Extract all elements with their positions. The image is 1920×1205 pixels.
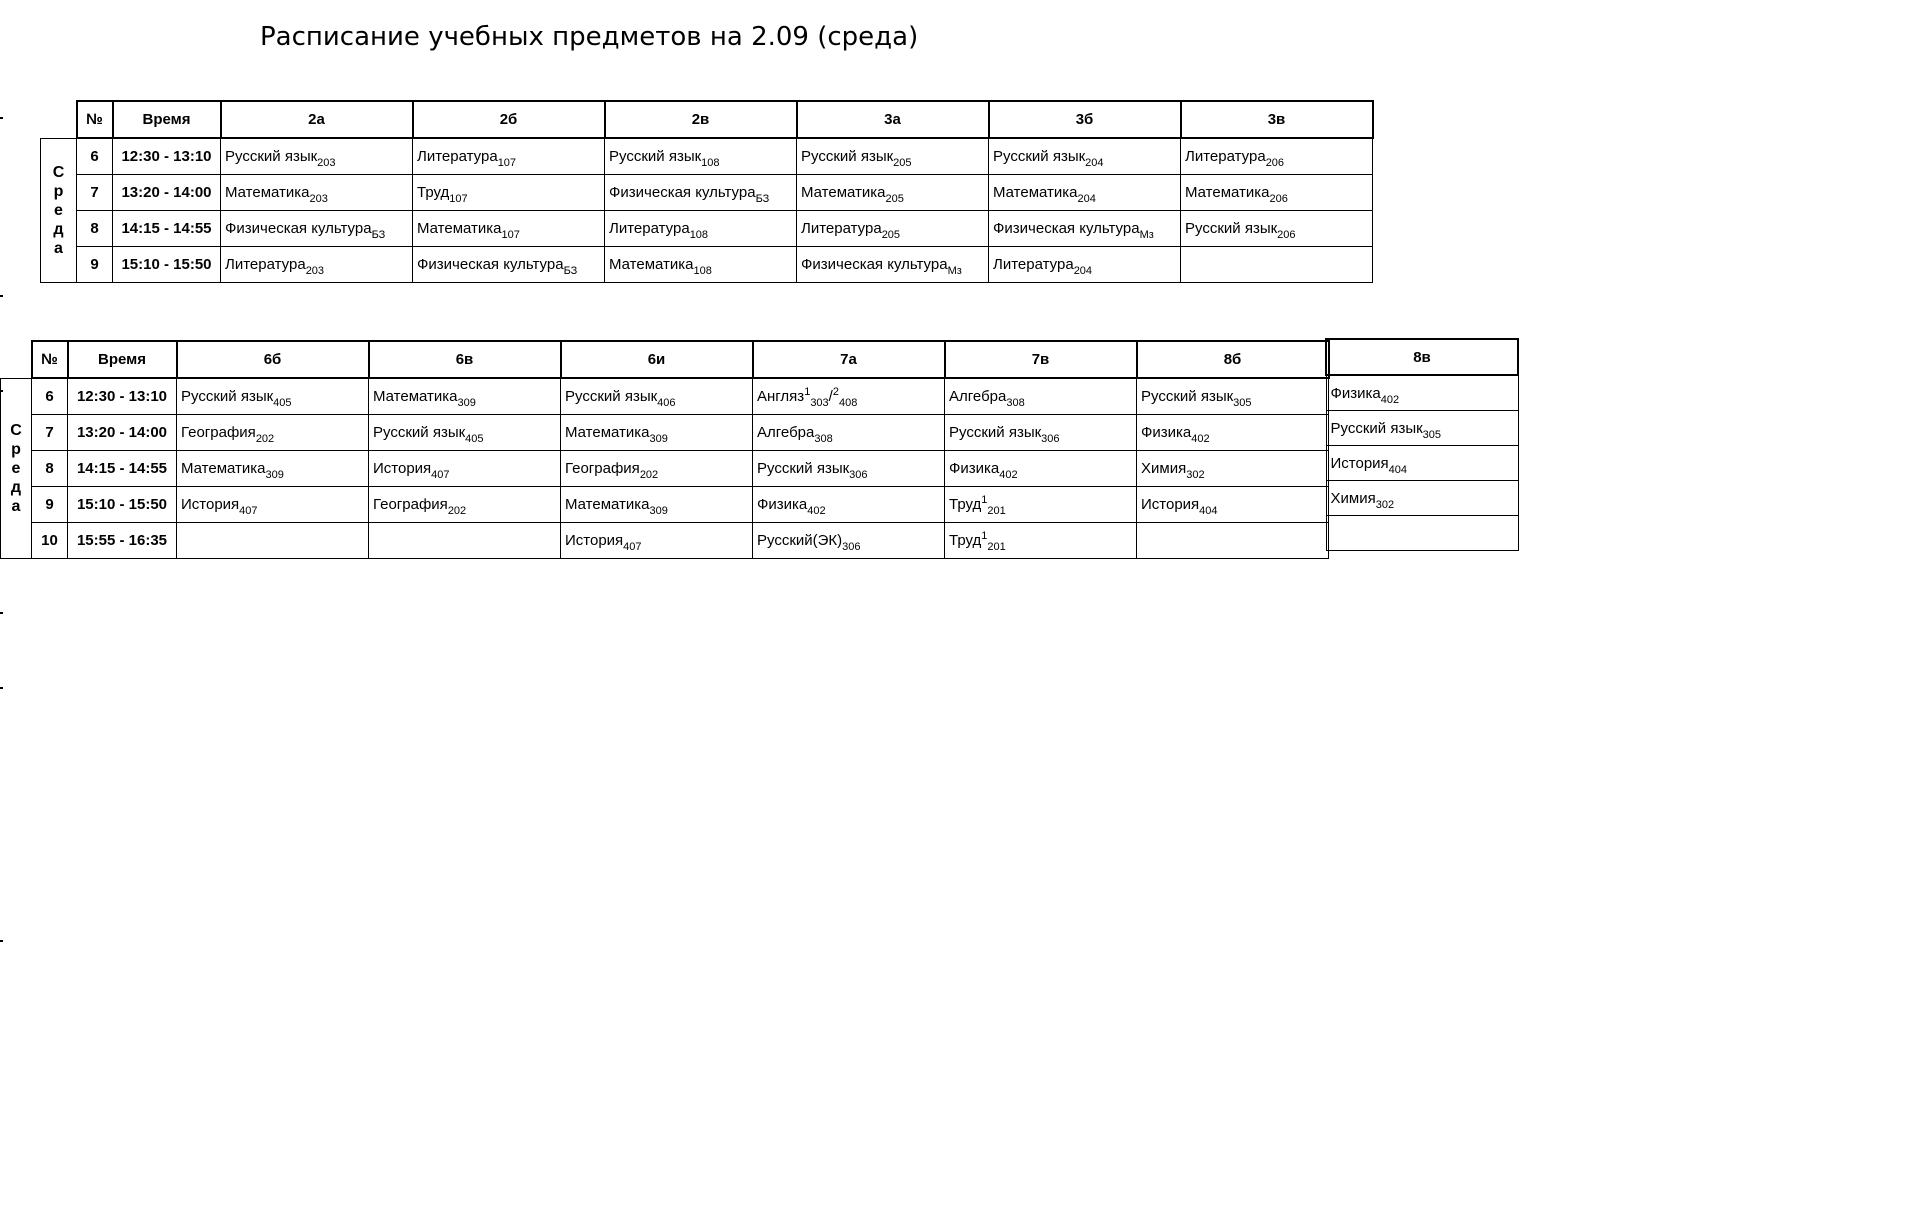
table-row: [1326, 411, 1518, 446]
lesson-cell: [221, 138, 413, 175]
schedule-table-8v: [1325, 338, 1519, 551]
table-row: [1326, 516, 1518, 551]
lesson-cell: [369, 415, 561, 451]
column-header: 8б: [1137, 341, 1329, 378]
subject-name: Алгебра: [757, 424, 815, 441]
lesson-cell: [369, 523, 561, 559]
subject-name: Русский язык: [373, 424, 466, 441]
lesson-cell: [753, 378, 945, 415]
lesson-cell: [1326, 446, 1518, 481]
room-number: 305: [1233, 397, 1252, 409]
subject-name: История: [565, 532, 624, 549]
room-number: 306: [842, 541, 861, 553]
room-number: 203: [317, 157, 336, 169]
subject-name: Русский язык: [1185, 220, 1278, 237]
room-number: Мз: [1139, 229, 1154, 241]
day-letter: е: [54, 201, 63, 219]
margin-mark: [0, 940, 3, 942]
lesson-cell: [413, 247, 605, 283]
lesson-number: 6: [77, 138, 113, 175]
subject-name: Литература: [225, 256, 306, 273]
room-number: 107: [497, 157, 517, 169]
subject-name: История: [1330, 454, 1389, 472]
lesson-cell: [1181, 211, 1373, 247]
day-letter: р: [53, 182, 64, 200]
subject-name: Физическая культура: [801, 256, 948, 273]
subject-name: Физическая культура: [609, 184, 756, 201]
column-header: Время: [113, 101, 221, 138]
group-number: 2: [832, 386, 839, 398]
subject-name: Физика: [757, 496, 808, 513]
subject-name: Математика: [225, 184, 310, 201]
room-number: 205: [885, 193, 904, 205]
lesson-cell: [989, 175, 1181, 211]
margin-mark: [0, 295, 3, 297]
table-row: [1, 487, 1329, 523]
lesson-cell: [605, 247, 797, 283]
lesson-cell: [369, 378, 561, 415]
subject-name: Англяз: [757, 388, 805, 405]
lesson-cell: [1137, 523, 1329, 559]
lesson-cell: [605, 211, 797, 247]
column-header: №: [32, 341, 68, 378]
room-number: 309: [265, 469, 284, 481]
lesson-cell: [1137, 415, 1329, 451]
lesson-cell: [1326, 481, 1518, 516]
room-number: 308: [814, 433, 833, 445]
lesson-cell: [605, 138, 797, 175]
room-number: 206: [1265, 157, 1285, 169]
lesson-cell: [797, 247, 989, 283]
subject-name: Физика: [1141, 424, 1192, 441]
column-header: 6в: [369, 341, 561, 378]
header-row: [1326, 339, 1518, 375]
subject-name: Русский язык: [801, 148, 894, 165]
room-number: 407: [239, 505, 258, 517]
lesson-cell: [1181, 138, 1373, 175]
schedule-table-grade-6-8: [0, 340, 1330, 559]
lesson-cell: [221, 247, 413, 283]
subject-name: Русский язык: [181, 388, 274, 405]
subject-name: История: [1141, 496, 1200, 513]
room-number: 407: [623, 541, 642, 553]
subject-name: Математика: [993, 184, 1078, 201]
room-number: 205: [881, 229, 901, 241]
day-letter: а: [11, 497, 21, 515]
lesson-cell: [561, 378, 753, 415]
table-row: [41, 211, 1373, 247]
room-number: БЗ: [371, 229, 386, 241]
room-number: 204: [1077, 193, 1096, 205]
subject-name: Русский язык: [225, 148, 318, 165]
room-number: 302: [1375, 498, 1395, 511]
room-number: 107: [449, 193, 468, 205]
subject-name: Математика: [565, 424, 650, 441]
table-row: [1326, 375, 1518, 411]
subject-name: Математика: [417, 220, 502, 237]
room-number: 407: [431, 469, 450, 481]
subject-name: Литература: [1185, 148, 1266, 165]
room-number: 202: [447, 505, 467, 517]
lesson-cell: [1326, 411, 1518, 446]
room-number: 203: [305, 265, 325, 277]
lesson-cell: [177, 487, 369, 523]
day-letter: С: [52, 163, 65, 181]
subject-name: История: [181, 496, 240, 513]
room-number: 402: [807, 505, 826, 517]
room-number: 302: [1186, 469, 1205, 481]
room-number: 206: [1269, 193, 1288, 205]
lesson-cell: [1326, 516, 1518, 551]
room-number: 206: [1277, 229, 1296, 241]
lesson-number: 9: [32, 487, 68, 523]
room-number: 201: [987, 541, 1006, 553]
room-number: 408: [838, 397, 858, 409]
room-number: 204: [1085, 157, 1104, 169]
column-header: №: [77, 101, 113, 138]
header-row: [41, 101, 1373, 138]
corner-cell: [41, 101, 77, 138]
column-header: 2в: [605, 101, 797, 138]
lesson-number: 10: [32, 523, 68, 559]
room-number: 404: [1199, 505, 1218, 517]
room-number: Мз: [947, 265, 962, 277]
room-number: 306: [849, 469, 868, 481]
lesson-cell: [221, 211, 413, 247]
lesson-cell: [1326, 375, 1518, 411]
room-number: 308: [1006, 397, 1025, 409]
lesson-number: 8: [77, 211, 113, 247]
table-row: [41, 247, 1373, 283]
lesson-cell: [797, 175, 989, 211]
lesson-time: 14:15 - 14:55: [68, 451, 177, 487]
room-number: 309: [649, 505, 668, 517]
header-row: [1, 341, 1329, 378]
day-letter: р: [11, 440, 21, 458]
column-header: 2б: [413, 101, 605, 138]
subject-name: Физическая культура: [225, 220, 372, 237]
table-row: [41, 138, 1373, 175]
lesson-cell: [1137, 451, 1329, 487]
lesson-time: 13:20 - 14:00: [113, 175, 221, 211]
column-header: 3а: [797, 101, 989, 138]
column-header: Время: [68, 341, 177, 378]
subject-name: Физическая культура: [417, 256, 564, 273]
room-number: 309: [457, 397, 476, 409]
room-number: 405: [465, 433, 484, 445]
subject-name: Математика: [181, 460, 266, 477]
subject-name: Химия: [1330, 489, 1376, 507]
lesson-number: 7: [32, 415, 68, 451]
lesson-cell: [753, 451, 945, 487]
lesson-cell: [797, 138, 989, 175]
subject-name: Русский язык: [565, 388, 658, 405]
page-title: Расписание учебных предметов на 2.09 (среда): [260, 22, 919, 52]
subject-name: Физическая культура: [993, 220, 1140, 237]
table-row: [41, 175, 1373, 211]
lesson-cell: [177, 523, 369, 559]
lesson-cell: [945, 378, 1137, 415]
room-number: 203: [309, 193, 328, 205]
room-number: 406: [657, 397, 676, 409]
room-number: 205: [893, 157, 912, 169]
lesson-cell: [989, 247, 1181, 283]
room-number: 404: [1388, 463, 1408, 476]
room-number: 201: [987, 505, 1006, 517]
lesson-time: 15:55 - 16:35: [68, 523, 177, 559]
subject-name: Литература: [801, 220, 882, 237]
subject-name: География: [565, 460, 640, 477]
lesson-cell: [1137, 378, 1329, 415]
lesson-cell: [945, 451, 1137, 487]
day-letter: а: [54, 239, 63, 257]
lesson-cell: [413, 175, 605, 211]
column-header: 7а: [753, 341, 945, 378]
room-number: 108: [693, 265, 712, 277]
lesson-time: 15:10 - 15:50: [68, 487, 177, 523]
subject-name: Физика: [949, 460, 1000, 477]
subject-name: Математика: [565, 496, 650, 513]
lesson-time: 12:30 - 13:10: [113, 138, 221, 175]
room-number: 303: [810, 397, 829, 409]
subject-name: Труд: [949, 496, 982, 513]
lesson-cell: [413, 211, 605, 247]
subject-name: Литература: [609, 220, 690, 237]
subject-name: Химия: [1141, 460, 1187, 477]
day-label: [1, 378, 32, 559]
column-header: 6и: [561, 341, 753, 378]
lesson-number: 9: [77, 247, 113, 283]
column-header: 8в: [1326, 339, 1518, 375]
lesson-cell: [605, 175, 797, 211]
room-number: БЗ: [755, 193, 770, 205]
group-number: 1: [804, 386, 811, 398]
room-number: 108: [701, 157, 720, 169]
subject-name: Математика: [1185, 184, 1270, 201]
room-number: 305: [1422, 428, 1442, 441]
lesson-cell: [1181, 247, 1373, 283]
room-number: 202: [639, 469, 659, 481]
table-row: [1, 415, 1329, 451]
lesson-cell: [1181, 175, 1373, 211]
lesson-cell: [561, 451, 753, 487]
lesson-cell: [177, 378, 369, 415]
subject-name: История: [373, 460, 432, 477]
margin-mark: [0, 687, 3, 689]
room-number: 402: [1380, 393, 1400, 406]
room-number: 309: [649, 433, 668, 445]
lesson-cell: [945, 415, 1137, 451]
subject-name: Русский язык: [993, 148, 1086, 165]
schedule-table-grade-2-3: [40, 100, 1374, 283]
room-number: 405: [273, 397, 292, 409]
lesson-cell: [945, 523, 1137, 559]
room-number: 402: [999, 469, 1018, 481]
room-number: 204: [1073, 265, 1093, 277]
lesson-cell: [753, 523, 945, 559]
day-label: [41, 138, 77, 283]
lesson-time: 15:10 - 15:50: [113, 247, 221, 283]
subject-name: Русский язык: [1330, 419, 1423, 437]
group-separator: /: [828, 388, 833, 405]
day-letter: д: [10, 478, 22, 496]
room-number: 202: [255, 433, 275, 445]
lesson-cell: [753, 415, 945, 451]
subject-name: Русский язык: [757, 460, 850, 477]
subject-name: Русский(ЭК): [757, 532, 843, 549]
subject-name: Литература: [993, 256, 1074, 273]
lesson-number: 7: [77, 175, 113, 211]
room-number: БЗ: [563, 265, 578, 277]
day-letter: д: [53, 220, 64, 238]
day-letter: С: [10, 421, 22, 439]
lesson-cell: [177, 451, 369, 487]
subject-name: Математика: [373, 388, 458, 405]
lesson-cell: [177, 415, 369, 451]
lesson-cell: [1137, 487, 1329, 523]
subject-name: Русский язык: [949, 424, 1042, 441]
table-row: [1, 378, 1329, 415]
lesson-time: 12:30 - 13:10: [68, 378, 177, 415]
lesson-time: 13:20 - 14:00: [68, 415, 177, 451]
subject-name: Физика: [1330, 384, 1381, 402]
column-header: 6б: [177, 341, 369, 378]
room-number: 107: [501, 229, 520, 241]
lesson-cell: [413, 138, 605, 175]
lesson-number: 8: [32, 451, 68, 487]
subject-name: Математика: [801, 184, 886, 201]
margin-mark: [0, 612, 3, 614]
corner-cell: [1, 341, 32, 378]
lesson-cell: [989, 138, 1181, 175]
lesson-time: 14:15 - 14:55: [113, 211, 221, 247]
room-number: 306: [1041, 433, 1060, 445]
table-row: [1326, 481, 1518, 516]
group-number: 1: [981, 494, 988, 506]
column-header: 7в: [945, 341, 1137, 378]
subject-name: Труд: [949, 532, 982, 549]
margin-mark: [0, 117, 3, 119]
subject-name: География: [181, 424, 256, 441]
column-header: 3б: [989, 101, 1181, 138]
subject-name: Алгебра: [949, 388, 1007, 405]
subject-name: Труд: [417, 184, 450, 201]
subject-name: Математика: [609, 256, 694, 273]
table-row: [1, 523, 1329, 559]
lesson-cell: [369, 451, 561, 487]
lesson-cell: [561, 487, 753, 523]
table-row: [1, 451, 1329, 487]
lesson-cell: [797, 211, 989, 247]
room-number: 402: [1191, 433, 1210, 445]
lesson-cell: [561, 523, 753, 559]
column-header: 3в: [1181, 101, 1373, 138]
lesson-cell: [989, 211, 1181, 247]
lesson-cell: [221, 175, 413, 211]
lesson-cell: [369, 487, 561, 523]
room-number: 108: [689, 229, 709, 241]
lesson-cell: [561, 415, 753, 451]
lesson-cell: [945, 487, 1137, 523]
subject-name: Русский язык: [609, 148, 702, 165]
day-letter: е: [11, 459, 21, 477]
group-number: 1: [981, 530, 988, 542]
subject-name: География: [373, 496, 448, 513]
lesson-cell: [753, 487, 945, 523]
subject-name: Литература: [417, 148, 498, 165]
column-header: 2а: [221, 101, 413, 138]
subject-name: Русский язык: [1141, 388, 1234, 405]
lesson-number: 6: [32, 378, 68, 415]
table-row: [1326, 446, 1518, 481]
